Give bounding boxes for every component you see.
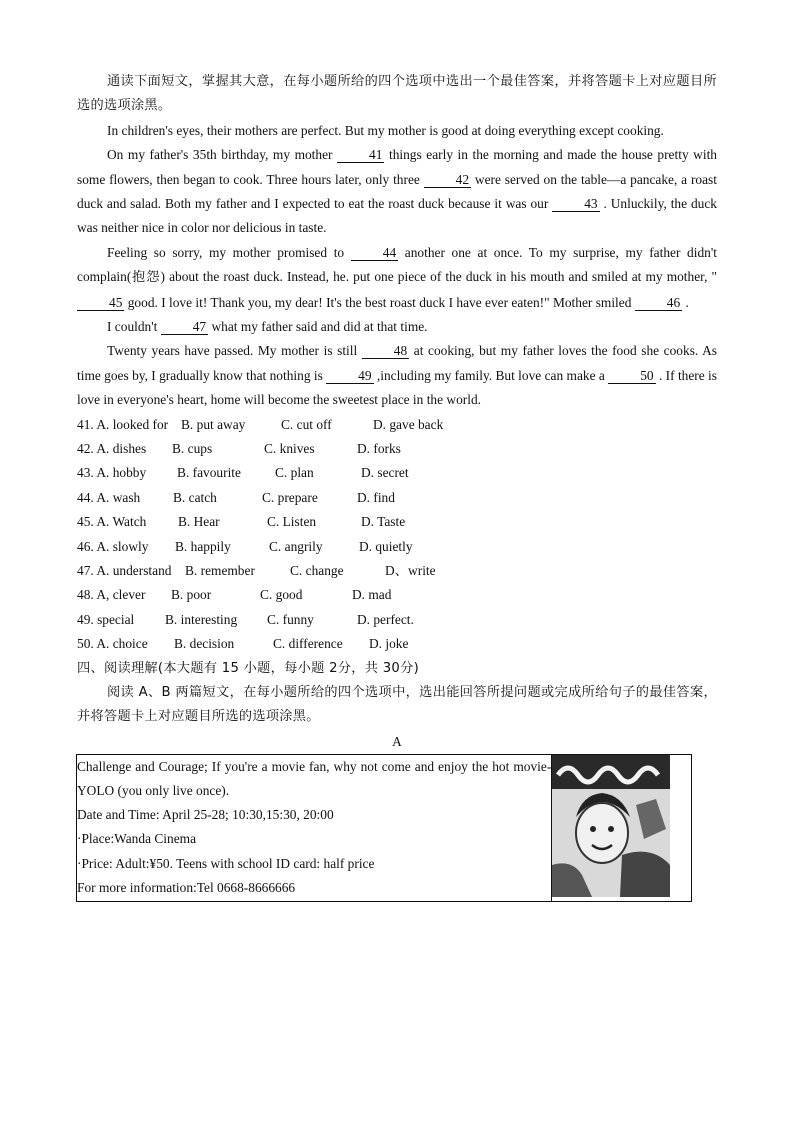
- passage-paragraph-3: Feeling so sorry, my mother promised to 44 another one at once. To my surprise, my father didn't complain(抱怨) about the roast duck. Instead, he. put one piece of the duck in his mouth and smiled at my mother, "45 good. I love it! Thank you, my dear! It's the best roast duck I have ever eaten!" Mother smiled 46 .: [77, 244, 717, 310]
- option-row-43: 43. A. hobby B. favourite C. plan D. secret: [77, 465, 409, 481]
- passage-paragraph-2: On my father's 35th birthday, my mother 41 things early in the morning and made the house pretty with some flowers, then began to cook. Three hours later, only three 42 were served on the table—a pancake, a roast duck and salad. Both my father and I expected to eat the roast duck because it was our 43 . Unluckily, the duck was neither nice in color nor delicious in taste.: [77, 147, 717, 236]
- blank-45: 45: [77, 295, 124, 311]
- blank-44: 44: [351, 245, 398, 261]
- movie-poster-image: [552, 755, 670, 897]
- blank-47: 47: [161, 319, 208, 335]
- options-list: [77, 413, 717, 657]
- ad-text-cell: [77, 754, 552, 901]
- ad-line-info: For more information:Tel 0668-8666666: [77, 879, 296, 895]
- blank-48: 48: [362, 343, 409, 359]
- option-row-46: 46. A. slowly B. happily C. angrily D. quietly: [77, 538, 413, 554]
- option-row-44: 44. A. wash B. catch C. prepare D. find: [77, 489, 395, 505]
- option-row-49: 49. special B. interesting C. funny D. perfect.: [77, 611, 414, 627]
- blank-49: 49: [326, 368, 373, 384]
- ad-line-intro: Challenge and Courage; If you're a movie fan, why not come and enjoy the hot movie-YOLO (you only live once).: [77, 758, 552, 799]
- cloze-instruction: 通读下面短文，掌握其大意，在每小题所给的四个选项中选出一个最佳答案，并将答题卡上对应题目所选的选项涂黑。: [77, 74, 717, 114]
- ad-picture-cell: [552, 754, 692, 901]
- ad-line-price: ·Price: Adult:¥50. Teens with school ID card: half price: [77, 855, 375, 871]
- blank-43: 43: [552, 196, 599, 212]
- option-row-47: 47. A. understand B. remember C. change D、write: [77, 563, 436, 579]
- passage-label-a: A: [392, 733, 402, 749]
- option-row-42: 42. A. dishes B. cups C. knives D. forks: [77, 441, 401, 457]
- option-row-45: 45. A. Watch B. Hear C. Listen D. Taste: [77, 514, 406, 530]
- blank-42: 42: [424, 172, 471, 188]
- ad-line-date: Date and Time: April 25-28; 10:30,15:30, 20:00: [77, 807, 334, 823]
- passage-paragraph-1: In children's eyes, their mothers are perfect. But my mother is good at doing everything except cooking.: [107, 122, 664, 138]
- option-row-50: 50. A. choice B. decision C. difference D. joke: [77, 636, 409, 652]
- reading-instruction: 阅读 A、B 两篇短文，在每小题所给的四个选项中，选出能回答所提问题或完成所给句子的最佳答案，并将答题卡上对应题目所选的选项涂黑。: [77, 685, 717, 725]
- blank-50: 50: [608, 368, 655, 384]
- passage-paragraph-4: I couldn't 47 what my father said and did at that time.: [107, 319, 428, 335]
- movie-ad-table: [76, 754, 692, 902]
- exam-page: [77, 70, 717, 902]
- ad-line-place: ·Place:Wanda Cinema: [77, 831, 197, 847]
- blank-41: 41: [337, 147, 384, 163]
- section-heading: 四、阅读理解(本大题有 15 小题，每小题 2分，共 30分): [77, 660, 420, 676]
- option-row-41: 41. A. looked for B. put away C. cut off D. gave back: [77, 416, 444, 432]
- passage-paragraph-5: Twenty years have passed. My mother is still 48 at cooking, but my father loves the food she cooks. As time goes by, I gradually know that nothing is 49 ,including my family. But love can make a 50 . If there is love in everyone's heart, home will become the sweetest place in the world.: [77, 343, 717, 408]
- blank-46: 46: [635, 295, 682, 311]
- option-row-48: 48. A, clever B. poor C. good D. mad: [77, 587, 392, 603]
